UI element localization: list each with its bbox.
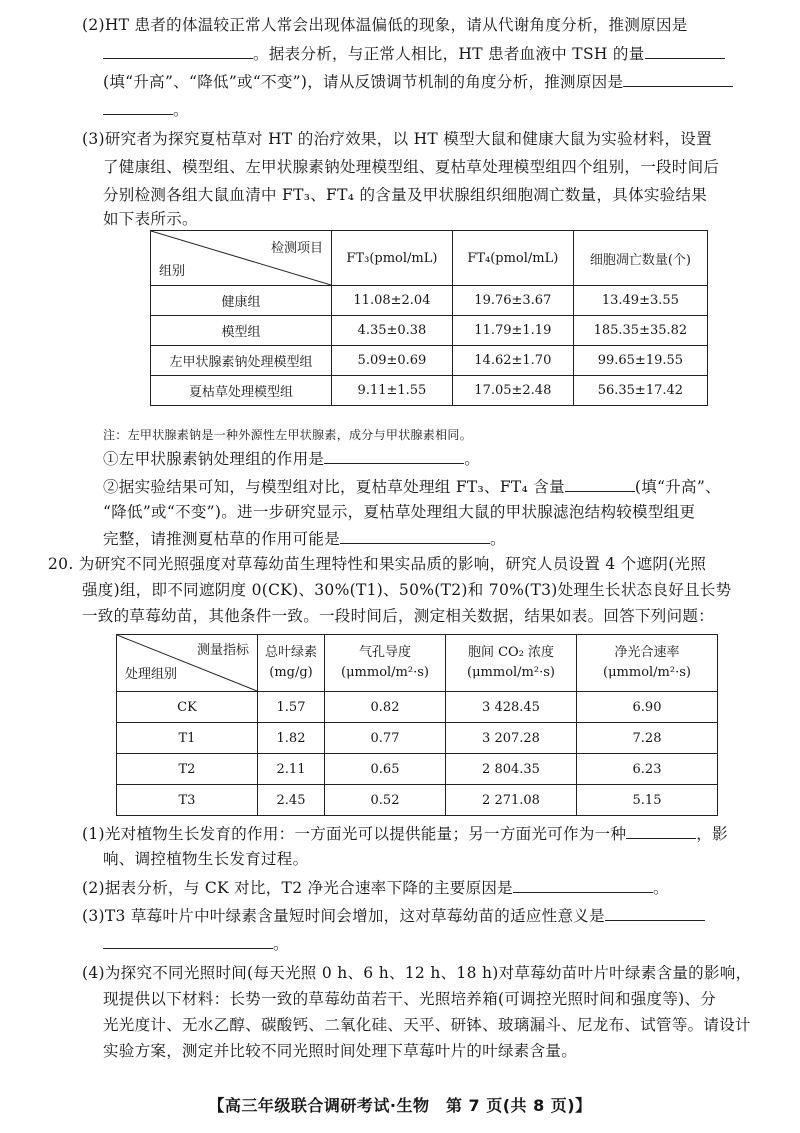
- q20-p4-line3: [103, 1014, 751, 1036]
- corner-bottom-label: 处理组别: [125, 667, 178, 682]
- table-cell: 56.35±17.42: [573, 376, 707, 406]
- table-row: [151, 286, 708, 316]
- table-row: [151, 316, 708, 346]
- table-cell: 13.49±3.55: [573, 286, 707, 316]
- table-cell: 4.35±0.38: [332, 316, 453, 346]
- answer-blank[interactable]: [324, 447, 464, 464]
- answer-blank[interactable]: [103, 932, 273, 949]
- q20-p2-end: 。: [652, 879, 669, 897]
- table-cell: 7.28: [577, 723, 718, 754]
- column-header: [258, 635, 325, 692]
- q19-p3-line2: [103, 156, 719, 178]
- answer-blank[interactable]: [565, 475, 635, 492]
- page-footer: 【高三年级联合调研考试·生物 第 7 页(共 8 页)】: [208, 1096, 592, 1115]
- q19-p3-text2: 了健康组、模型组、左甲状腺素钠处理模型组、夏枯草处理模型组四个组别，一段时间后: [103, 158, 720, 176]
- q19-s2-line1: [103, 475, 721, 498]
- table-row: [117, 692, 718, 723]
- header-title: 净光合速率: [614, 645, 680, 660]
- corner-bottom-label: 组别: [159, 264, 186, 279]
- q19-p2-text4: 。: [173, 101, 189, 119]
- q20-p2-line1: [82, 876, 669, 899]
- table-cell: 11.79±1.19: [452, 316, 573, 346]
- answer-blank[interactable]: [513, 876, 653, 893]
- q20-p1-text1: (1)光对植物生长发育的作用：一方面光可以提供能量；另一方面光可作为一种: [82, 825, 627, 843]
- table-note: 注：左甲状腺素钠是一种外源性左甲状腺素，成分与甲状腺素相同。: [103, 428, 473, 442]
- table-cell: 1.57: [258, 692, 325, 723]
- q20-p4-text3: 光光度计、无水乙醇、碳酸钙、二氧化硅、天平、研钵、玻璃漏斗、尼龙布、试管等。请设计: [103, 1016, 751, 1034]
- q20-p1-line1: [82, 822, 728, 845]
- answer-blank[interactable]: [645, 42, 725, 59]
- column-header: [577, 635, 718, 692]
- table-cell: 9.11±1.55: [332, 376, 453, 406]
- q19-p2-line4: [103, 98, 189, 121]
- table-cell: 夏枯草处理模型组: [151, 376, 332, 406]
- table-cell: 6.23: [577, 754, 718, 785]
- q20-intro-text2: 强度)组，即不同遮阴度 0(CK)、30%(T1)、50%(T2)和 70%(T3)处理生长状态良好且长势: [82, 581, 732, 599]
- q19-p2-line3: [103, 70, 733, 93]
- q20-p4-text4: 实验方案，测定并比较不同光照时间处理下草莓叶片的叶绿素含量。: [103, 1042, 578, 1060]
- header-title: 气孔导度: [358, 645, 411, 660]
- q20-intro-line2: [82, 579, 731, 601]
- q20-p3-line1: [82, 904, 705, 927]
- q19-s2-line2: [103, 501, 695, 523]
- q20-p4-text2: 现提供以下材料：长势一致的草莓幼苗若干、光照培养箱(可调控光照时间和强度等)、分: [103, 990, 717, 1008]
- table-cell: 6.90: [577, 692, 718, 723]
- q19-results-table: [150, 230, 708, 406]
- answer-blank[interactable]: [103, 98, 173, 115]
- q19-p2-text1: (2)HT 患者的体温较正常人常会出现体温偏低的现象，请从代谢角度分析，推测原因是: [82, 16, 688, 34]
- q20-p1-line2: [103, 848, 308, 870]
- table-cell: 2 271.08: [446, 785, 577, 816]
- table-row: [151, 346, 708, 376]
- table-cell: 5.15: [577, 785, 718, 816]
- q20-intro-line3: [82, 605, 714, 627]
- table-cell: 19.76±3.67: [452, 286, 573, 316]
- table-cell: 99.65±19.55: [573, 346, 707, 376]
- header-title: 总叶绿素: [264, 645, 317, 660]
- table-cell: 14.62±1.70: [452, 346, 573, 376]
- table-corner-cell: [151, 231, 332, 286]
- q19-s2-end: 。: [490, 530, 506, 548]
- q20-p3-text1: (3)T3 草莓叶片中叶绿素含量短时间会增加，这对草莓幼苗的适应性意义是: [82, 907, 605, 925]
- q20-results-table: [116, 634, 718, 816]
- q19-p2-text2: 。据表分析，与正常人相比，HT 患者血液中 TSH 的量: [253, 45, 645, 63]
- header-unit: (μmmol/m²·s): [467, 665, 555, 680]
- column-header: 细胞凋亡数量(个): [573, 231, 707, 286]
- q19-s1-end: 。: [464, 450, 481, 468]
- q19-p3-line1: [82, 128, 712, 150]
- table-header-row: [117, 635, 718, 692]
- q19-p2-line2: [103, 42, 725, 65]
- table-corner-cell: [117, 635, 258, 692]
- table-cell: 健康组: [151, 286, 332, 316]
- header-unit: (mg/g): [269, 665, 313, 680]
- table-row: [117, 785, 718, 816]
- table-cell: 185.35±35.82: [573, 316, 707, 346]
- table-cell: 17.05±2.48: [452, 376, 573, 406]
- table-row: [117, 723, 718, 754]
- table-cell: 1.82: [258, 723, 325, 754]
- q19-p3-text1: (3)研究者为探究夏枯草对 HT 的治疗效果，以 HT 模型大鼠和健康大鼠为实验材料，设置: [82, 130, 712, 148]
- q20-p4-line1: [82, 962, 751, 984]
- table-cell: 0.65: [325, 754, 446, 785]
- q20-p1-end: ，影: [696, 825, 728, 843]
- table-cell: T2: [117, 754, 258, 785]
- table-cell: 3 428.45: [446, 692, 577, 723]
- table-cell: 模型组: [151, 316, 332, 346]
- q20-p4-text1: (4)为探究不同光照时间(每天光照 0 h、6 h、12 h、18 h)对草莓幼苗叶片叶绿素含量的影响，: [82, 964, 752, 982]
- q20-p3-end: 。: [273, 935, 289, 953]
- answer-blank[interactable]: [605, 904, 705, 921]
- q20-p4-line4: [103, 1040, 577, 1062]
- q19-s2-text2: “降低”或“不变”)。进一步研究显示，夏枯草处理组大鼠的甲状腺滤泡结构较模型组更: [103, 503, 696, 521]
- q19-p3-line4: [103, 208, 198, 230]
- q20-p4-line2: [103, 988, 716, 1010]
- table-cell: 5.09±0.69: [332, 346, 453, 376]
- header-title: 胞间 CO₂ 浓度: [467, 645, 555, 660]
- q19-s2-text1b: (填“升高”、: [634, 478, 721, 496]
- table-cell: 2 804.35: [446, 754, 577, 785]
- table-cell: 2.11: [258, 754, 325, 785]
- column-header: [446, 635, 577, 692]
- q20-p1-text2: 响、调控植物生长发育过程。: [103, 850, 309, 868]
- table-cell: CK: [117, 692, 258, 723]
- q19-p2-line1: [82, 14, 688, 36]
- q19-s2-line3: [103, 527, 506, 550]
- table-cell: 2.45: [258, 785, 325, 816]
- table-header-row: [151, 231, 708, 286]
- answer-blank[interactable]: [626, 822, 696, 839]
- table-cell: T1: [117, 723, 258, 754]
- q19-p3-text4: 如下表所示。: [103, 210, 198, 228]
- q19-s2-text3: 完整，请推测夏枯草的作用可能是: [103, 530, 341, 548]
- table-cell: 0.82: [325, 692, 446, 723]
- table-row: [117, 754, 718, 785]
- header-unit: (μmmol/m²·s): [341, 665, 429, 680]
- table-row: [151, 376, 708, 406]
- table-cell: 3 207.28: [446, 723, 577, 754]
- column-header: FT₃(pmol/mL): [332, 231, 453, 286]
- q19-p3-line3: [103, 184, 707, 206]
- q19-p2-text3: (填“升高”、“降低”或“不变”)，请从反馈调节机制的角度分析，推测原因是: [103, 73, 624, 91]
- table-cell: 0.52: [325, 785, 446, 816]
- answer-blank[interactable]: [340, 527, 490, 544]
- q19-p3-text3: 分别检测各组大鼠血清中 FT₃、FT₄ 的含量及甲状腺组织细胞凋亡数量，具体实验结果: [103, 186, 708, 204]
- corner-top-label: 测量指标: [196, 643, 249, 658]
- q20-intro-text3: 一致的草莓幼苗，其他条件一致。一段时间后，测定相关数据，结果如表。回答下列问题：: [82, 607, 715, 625]
- q20-intro-line1: [48, 553, 706, 575]
- column-header: [325, 635, 446, 692]
- q20-intro-text1: 20. 为研究不同光照强度对草莓幼苗生理特性和果实品质的影响，研究人员设置 4 个遮阴(光照: [48, 555, 707, 573]
- table-cell: 0.77: [325, 723, 446, 754]
- header-unit: (μmmol/m²·s): [603, 665, 691, 680]
- corner-top-label: 检测项目: [270, 241, 323, 256]
- answer-blank[interactable]: [623, 70, 733, 87]
- table-cell: 11.08±2.04: [332, 286, 453, 316]
- q20-p3-line2: [103, 932, 289, 955]
- q19-s2-text1: ②据实验结果可知，与模型组对比，夏枯草处理组 FT₃、FT₄ 含量: [103, 478, 565, 496]
- table-cell: 左甲状腺素钠处理模型组: [151, 346, 332, 376]
- q20-p2-text1: (2)据表分析，与 CK 对比，T2 净光合速率下降的主要原因是: [82, 879, 513, 897]
- q19-s1-line: [103, 447, 480, 470]
- answer-blank[interactable]: [103, 42, 253, 59]
- q19-s1-text: ①左甲状腺素钠处理组的作用是: [103, 450, 325, 468]
- table-cell: T3: [117, 785, 258, 816]
- column-header: FT₄(pmol/mL): [452, 231, 573, 286]
